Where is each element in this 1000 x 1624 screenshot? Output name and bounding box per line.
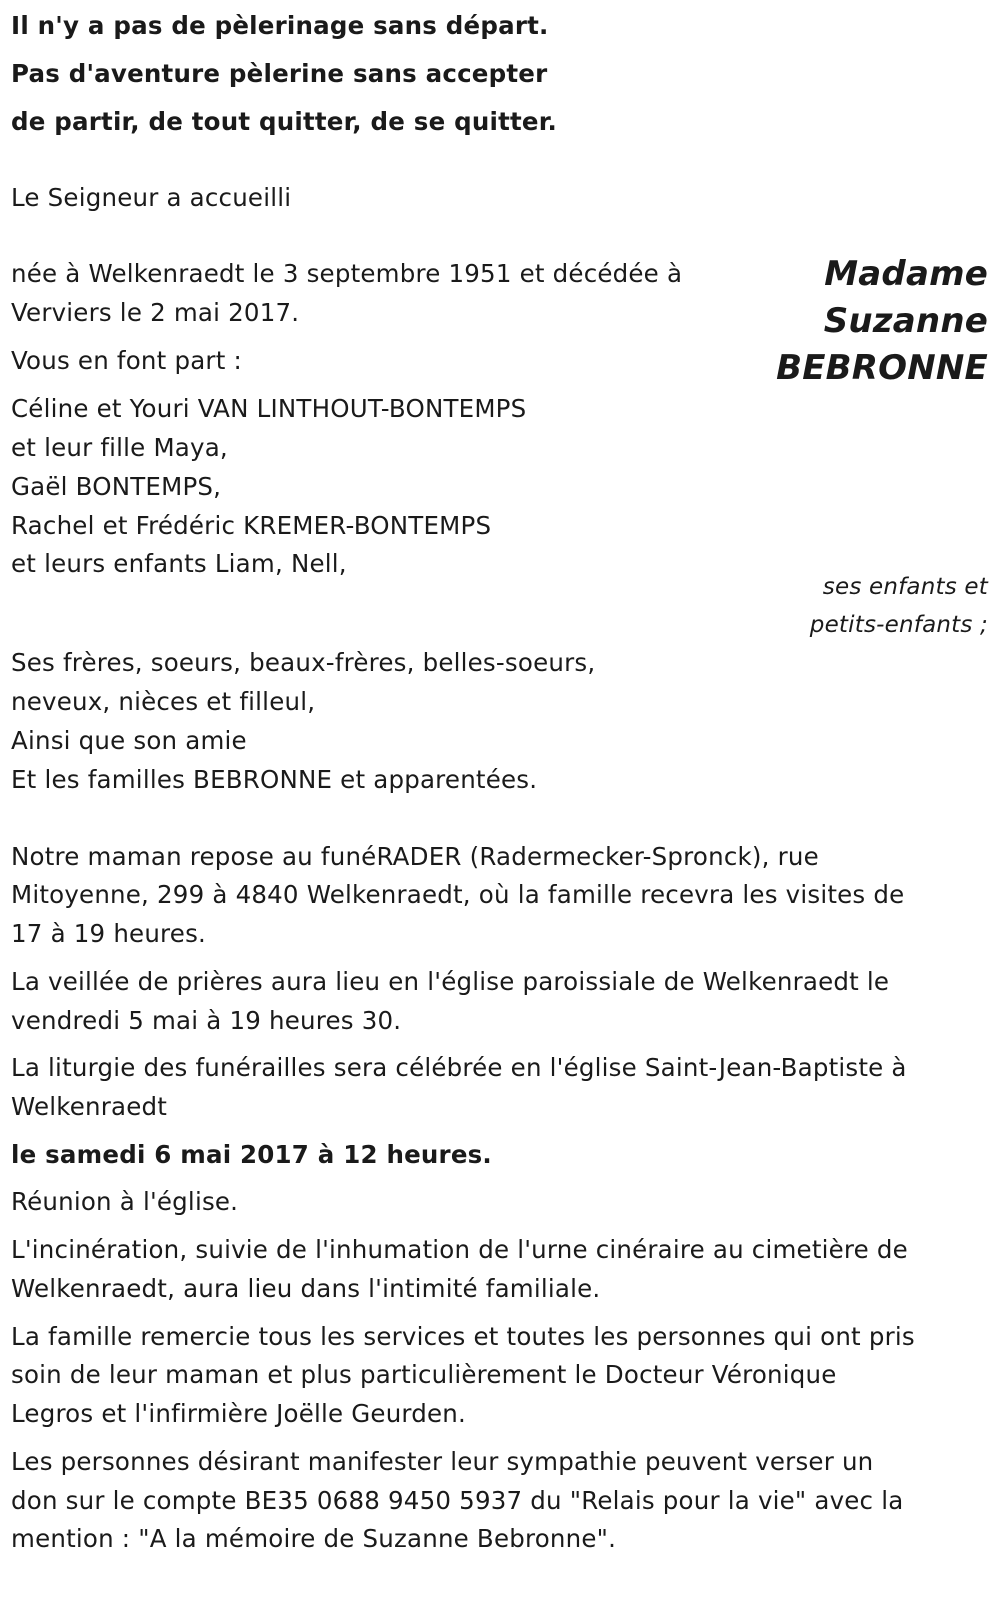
family-line-1: Ses frères, soeurs, beaux-frères, belles-soeurs, (11, 648, 596, 677)
liturgy-line-2: Welkenraedt (11, 1092, 168, 1121)
thanks-line-1: La famille remercie tous les services et toutes les personnes qui ont pris (11, 1322, 915, 1351)
family-line-4: Et les familles BEBRONNE et apparentées. (11, 765, 538, 794)
rest-line-1: Notre maman repose au funéRADER (Radermecker-Spronck), rue (11, 842, 819, 871)
children-note-line-1: ses enfants et (822, 574, 988, 600)
children-line-5: et leurs enfants Liam, Nell, (11, 549, 347, 578)
meeting-text: Réunion à l'église. (11, 1187, 239, 1216)
liturgy-line-1: La liturgie des funérailles sera célébrée en l'église Saint-Jean-Baptiste à (11, 1053, 907, 1082)
deceased-first-name: Suzanne (823, 301, 988, 341)
donation-line-2: don sur le compte BE35 0688 9450 5937 du "Relais pour la vie" avec la (11, 1486, 904, 1515)
donation-line-1: Les personnes désirant manifester leur sympathie peuvent verser un (11, 1447, 874, 1476)
cremation-line-2: Welkenraedt, aura lieu dans l'intimité familiale. (11, 1274, 601, 1303)
children-line-4: Rachel et Frédéric KREMER-BONTEMPS (11, 511, 492, 540)
children-note-line-2: petits-enfants ; (809, 612, 988, 638)
vigil-line-2: vendredi 5 mai à 19 heures 30. (11, 1006, 402, 1035)
birth-death-line-2: Verviers le 2 mai 2017. (11, 298, 300, 327)
rest-line-3: 17 à 19 heures. (11, 919, 207, 948)
family-line-3: Ainsi que son amie (11, 726, 247, 755)
rest-line-2: Mitoyenne, 299 à 4840 Welkenraedt, où la famille recevra les visites de (11, 880, 905, 909)
children-line-1: Céline et Youri VAN LINTHOUT-BONTEMPS (11, 394, 527, 423)
children-line-2: et leur fille Maya, (11, 433, 228, 462)
quote-line-3: de partir, de tout quitter, de se quitter. (11, 107, 558, 136)
donation-line-3: mention : "A la mémoire de Suzanne Bebronne". (11, 1524, 617, 1553)
deceased-title: Madame (824, 254, 988, 294)
thanks-line-3: Legros et l'infirmière Joëlle Geurden. (11, 1399, 467, 1428)
family-line-2: neveux, nièces et filleul, (11, 687, 316, 716)
deceased-last-name: BEBRONNE (776, 348, 988, 388)
thanks-line-2: soin de leur maman et plus particulièrement le Docteur Véronique (11, 1360, 837, 1389)
birth-death-line-1: née à Welkenraedt le 3 septembre 1951 et décédée à (11, 259, 683, 288)
vigil-line-1: La veillée de prières aura lieu en l'église paroissiale de Welkenraedt le (11, 967, 890, 996)
intro-text: Le Seigneur a accueilli (11, 183, 292, 212)
cremation-line-1: L'incinération, suivie de l'inhumation de l'urne cinéraire au cimetière de (11, 1235, 908, 1264)
quote-line-2: Pas d'aventure pèlerine sans accepter (11, 59, 548, 88)
announcement-text: Vous en font part : (11, 346, 242, 375)
children-line-3: Gaël BONTEMPS, (11, 472, 222, 501)
liturgy-date: le samedi 6 mai 2017 à 12 heures. (11, 1140, 492, 1169)
quote-line-1: Il n'y a pas de pèlerinage sans départ. (11, 11, 549, 40)
